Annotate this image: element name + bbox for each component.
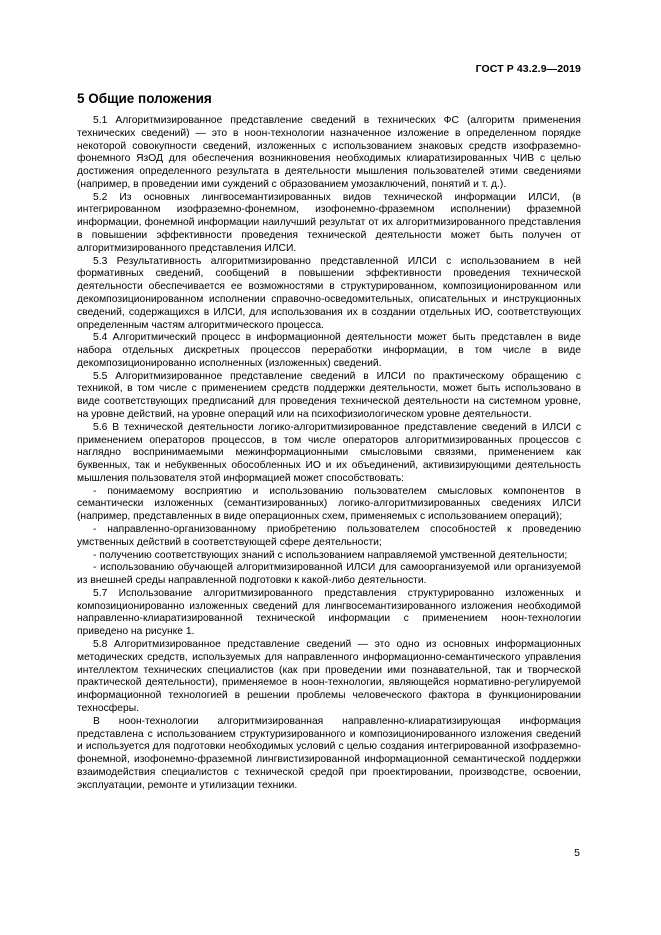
list-item: - направленно-организованному приобретению пользователем способностей к проведению умственных действий в соответствующей сфере деятельности; [77, 524, 581, 548]
list-item: - использованию обучающей алгоритмизированной ИЛСИ для самоорганизуемой или организуемой из внешней среды направленной подготовки к какой-либо деятельности. [77, 562, 581, 587]
section-title: 5 Общие положения [77, 91, 212, 106]
paragraph-noon-technology: В ноон-технологии алгоритмизированная направленно-клиаратизирующая информация представлена с использованием структуризированного и композиционированного изложения сведений и используется для подготовки необходимых условий с целью создания интегрированной изофраземно-фонемной, изофонемно-фраземной лингвистизированной информационной семантической поддержки взаимодействия специалистов с технической средой при проектировании, производстве, освоении, эксплуатации, ремонте и утилизации техники. [77, 715, 581, 791]
list-item: - получению соответствующих знаний с использованием направляемой умственной деятельности; [93, 549, 568, 561]
paragraph-5-2: 5.2 Из основных лингвосемантизированных видов технической информации ИЛСИ, (в интегрированном изофраземно-фонемном, изофонемно-фраземном исполнении) фраземной информации, фонемной информации наилучший результат от их алгоритмизированного представления в повышении эффективности проведения технической деятельности может быть получен от алгоритмизированного представления ИЛСИ. [77, 191, 581, 254]
paragraph-5-6: 5.6 В технической деятельности логико-алгоритмизированное представление сведений в ИЛСИ с применением операторов процессов, в том числе операторов алгоритмизированных процессов с наглядно воспринимаемыми межинформационными смысловыми связями, применением как буквенных, так и небуквенных обособленных ИО и их объединений, активизирующими деятельность мышления пользователя этой информацией может способствовать: [77, 421, 581, 484]
paragraph-5-4: 5.4 Алгоритмический процесс в информационной деятельности может быть представлен в виде набора отдельных дискретных процессов переработки информации, в том числе в виде декомпозиционированно исполненных (изложенных) сведений. [77, 332, 581, 369]
paragraph-5-5: 5.5 Алгоритмизированное представление сведений в ИЛСИ по практическому обращению с техникой, в том числе с применением средств поддержки деятельности, может быть использовано в виде соответствующих предписаний для проведения технической деятельности на системном уровне, на уровне действий, на уровне операций или на психофизиологическом уровне деятельности. [77, 370, 581, 420]
paragraph-5-8: 5.8 Алгоритмизированное представление сведений — это одно из основных информационных методических средств, используемых для направленного информационно-семантического управления интеллектом технических специалистов (как при проведении ими познавательной, так и творческой практической деятельности), применяемое в ноон-технологии, являющейся нормативно-регулируемой информационной технологией в решении проблемы человеческого фактора в функционировании техносферы. [77, 639, 581, 714]
paragraph-5-1: 5.1 Алгоритмизированное представление сведений в технических ФС (алгоритм применения технических сведений) — это в ноон-технологии назначенное изложение в определенном порядке некоторой совокупности сведений, изложенных с использованием знаковых средств изофраземно-фонемного ЯзОД для обеспечения возникновения необходимых клиаратизированных ЧИВ с целью достижения определенного результата в деятельности мышления пользователей этими сведениями (например, в проведении ими суждений с образованием умозаключений, понятий и т. д.). [77, 115, 581, 190]
document-standard-code: ГОСТ Р 43.2.9—2019 [475, 63, 581, 75]
section-body [77, 115, 581, 792]
paragraph-5-3: 5.3 Результативность алгоритмизированно представленной ИЛСИ с использованием в ней формативных сведений, сообщений в повышении эффективности проведения технической деятельности обеспечивается ее возможностями в структурированном, композиционированном или декомпозиционированном исполнении справочно-осведомительных, описательных и инструкционных сведений, содержащихся в ИЛСИ, для использования их в создании отдельных ИО, соответствующих определенным частям алгоритмического процесса. [77, 255, 581, 331]
list-item: - понимаемому восприятию и использованию пользователем смысловых компонентов в семантически изложенных (семантизированных) логико-алгоритмизированных сведениях ИЛСИ (например, представленных в виде операционных схем, применяемых с использованием операций); [77, 485, 581, 523]
paragraph-5-7: 5.7 Использование алгоритмизированного представления структурированно изложенных и композиционированно изложенных сведений для лингвосемантизированного изложения необходимой направленно-клиаратизированной технической информации с применением ноон-технологии приведено на рисунке 1. [77, 587, 581, 638]
page-number: 5 [574, 847, 580, 859]
